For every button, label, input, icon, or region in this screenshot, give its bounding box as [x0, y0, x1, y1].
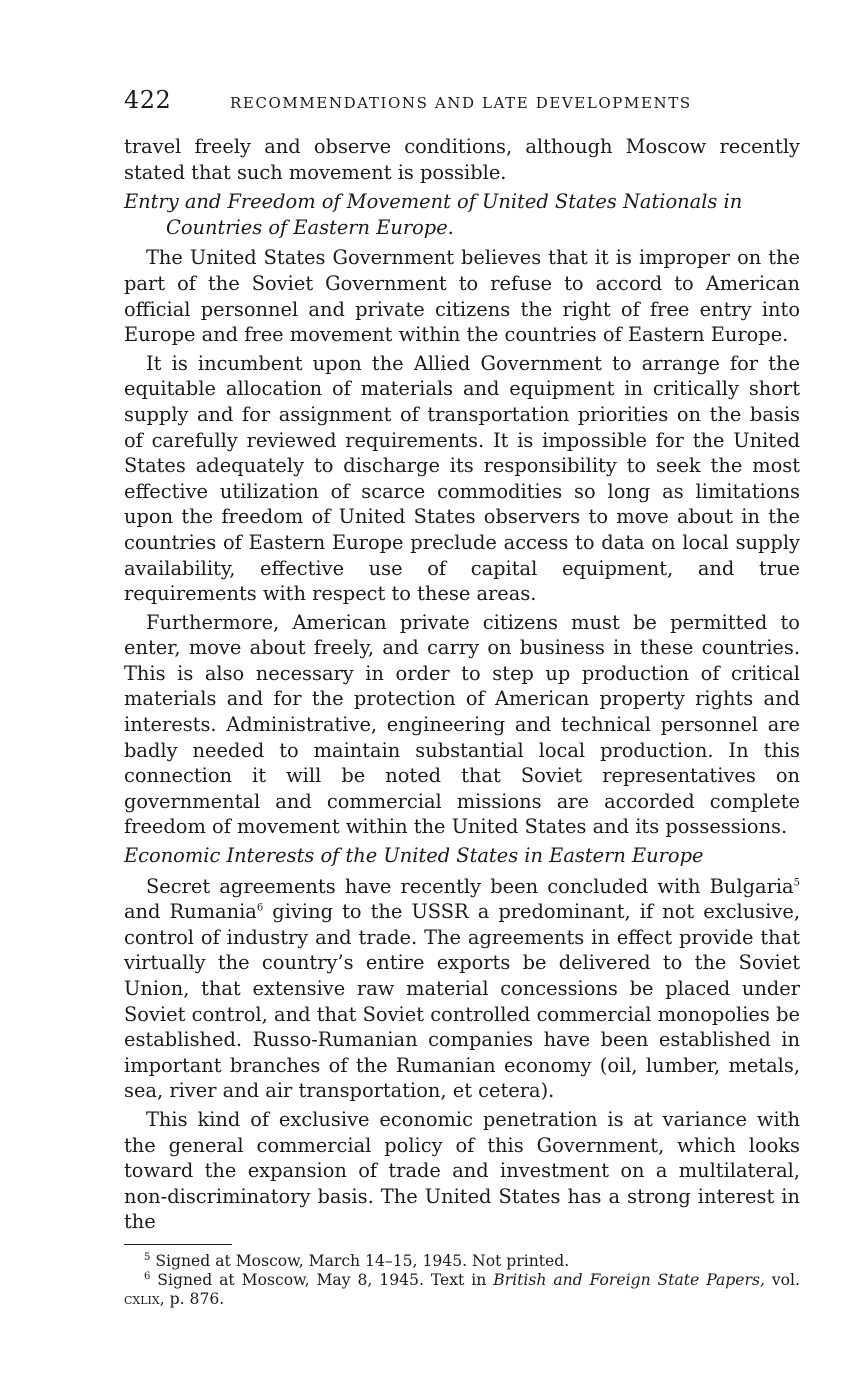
footnote-marker-5: 5: [144, 1251, 151, 1263]
paragraph-economic-1-part2: and Rumania: [124, 900, 257, 924]
paragraph-economic-1-part1: Secret agreements have recently been concluded with Bulgaria: [146, 874, 794, 898]
footnote-6-text: Signed at Moscow, May 8, 1945. Text in: [150, 1270, 494, 1289]
document-page: [124, 86, 800, 1309]
footnote-6-volume: cxlix: [124, 1289, 160, 1308]
footnote-ref-5[interactable]: 5: [793, 877, 800, 889]
footnote-6-source-title: British and Foreign State Papers,: [493, 1270, 765, 1289]
paragraph-entry-3: Furthermore, American private citizens must be permitted to enter, move about freely, and carry on business in these countries. This is also necessary in order to step up production of critical materials and for the protection of American property rights and interests. Administrative, engineering and technical personnel are badly needed to maintain substantial local production. In this connection it will be noted that Soviet representatives on governmental and commercial missions are accorded complete freedom of movement within the United States and its possessions.: [124, 610, 800, 839]
running-head: [124, 86, 800, 114]
paragraph-economic-2: This kind of exclusive economic penetration is at variance with the general commercial policy of this Government, which looks toward the expansion of trade and investment on a multilateral, non-discriminatory basis. The United States has a strong interest in the: [124, 1107, 800, 1234]
footnote-ref-6[interactable]: 6: [256, 902, 264, 914]
paragraph-continued: travel freely and observe conditions, although Moscow recently stated that such movement is possible.: [124, 135, 800, 184]
footnotes: [124, 1252, 800, 1309]
paragraph-entry-2: It is incumbent upon the Allied Government to arrange for the equitable allocation of materials and equipment in critically short supply and for assignment of transportation priorities on the basis of carefully reviewed requirements. It is impossible for the United States adequately to discharge its responsibility to seek the most effective utilization of scarce commodities so long as limitations upon the freedom of United States observers to move about in the countries of Eastern Europe preclude access to data on local supply availability, effective use of capital equipment, and true requirements with respect to these areas.: [124, 351, 800, 606]
footnote-6-vol-prefix: vol.: [764, 1270, 800, 1289]
footnote-6: [124, 1271, 800, 1309]
paragraph-economic-1: [124, 874, 800, 1104]
section-heading-entry: Entry and Freedom of Movement of United States Nationals in Countries of Eastern Europe.: [124, 190, 743, 239]
body-text: [124, 134, 800, 1235]
footnote-5: [124, 1252, 800, 1271]
section-heading-economic: Economic Interests of the United States in Eastern Europe: [124, 844, 704, 868]
paragraph-economic-1-part3: giving to the USSR a predominant, if not exclusive, control of industry and trade. The agreements in effect provide that virtually the country’s entire exports be delivered to the Soviet Union, that extensive raw material concessions be placed under Soviet control, and that Soviet controlled commercial monopolies be established. Russo-Rumanian companies have been established in important branches of the Rumanian economy (oil, lumber, metals, sea, river and air transportation, et cetera).: [124, 900, 800, 1103]
footnote-5-text: Signed at Moscow, March 14–15, 1945. Not printed.: [150, 1251, 570, 1270]
footnote-divider: [124, 1244, 232, 1245]
page-number: 422: [124, 86, 172, 114]
running-title: RECOMMENDATIONS AND LATE DEVELOPMENTS: [230, 94, 692, 112]
paragraph-entry-1: The United States Government believes that it is improper on the part of the Soviet Government to refuse to accord to American official personnel and private citizens the right of free entry into Europe and free movement within the countries of Eastern Europe.: [124, 246, 800, 347]
footnote-marker-6: 6: [144, 1270, 151, 1282]
footnote-6-page: , p. 876.: [159, 1289, 225, 1308]
